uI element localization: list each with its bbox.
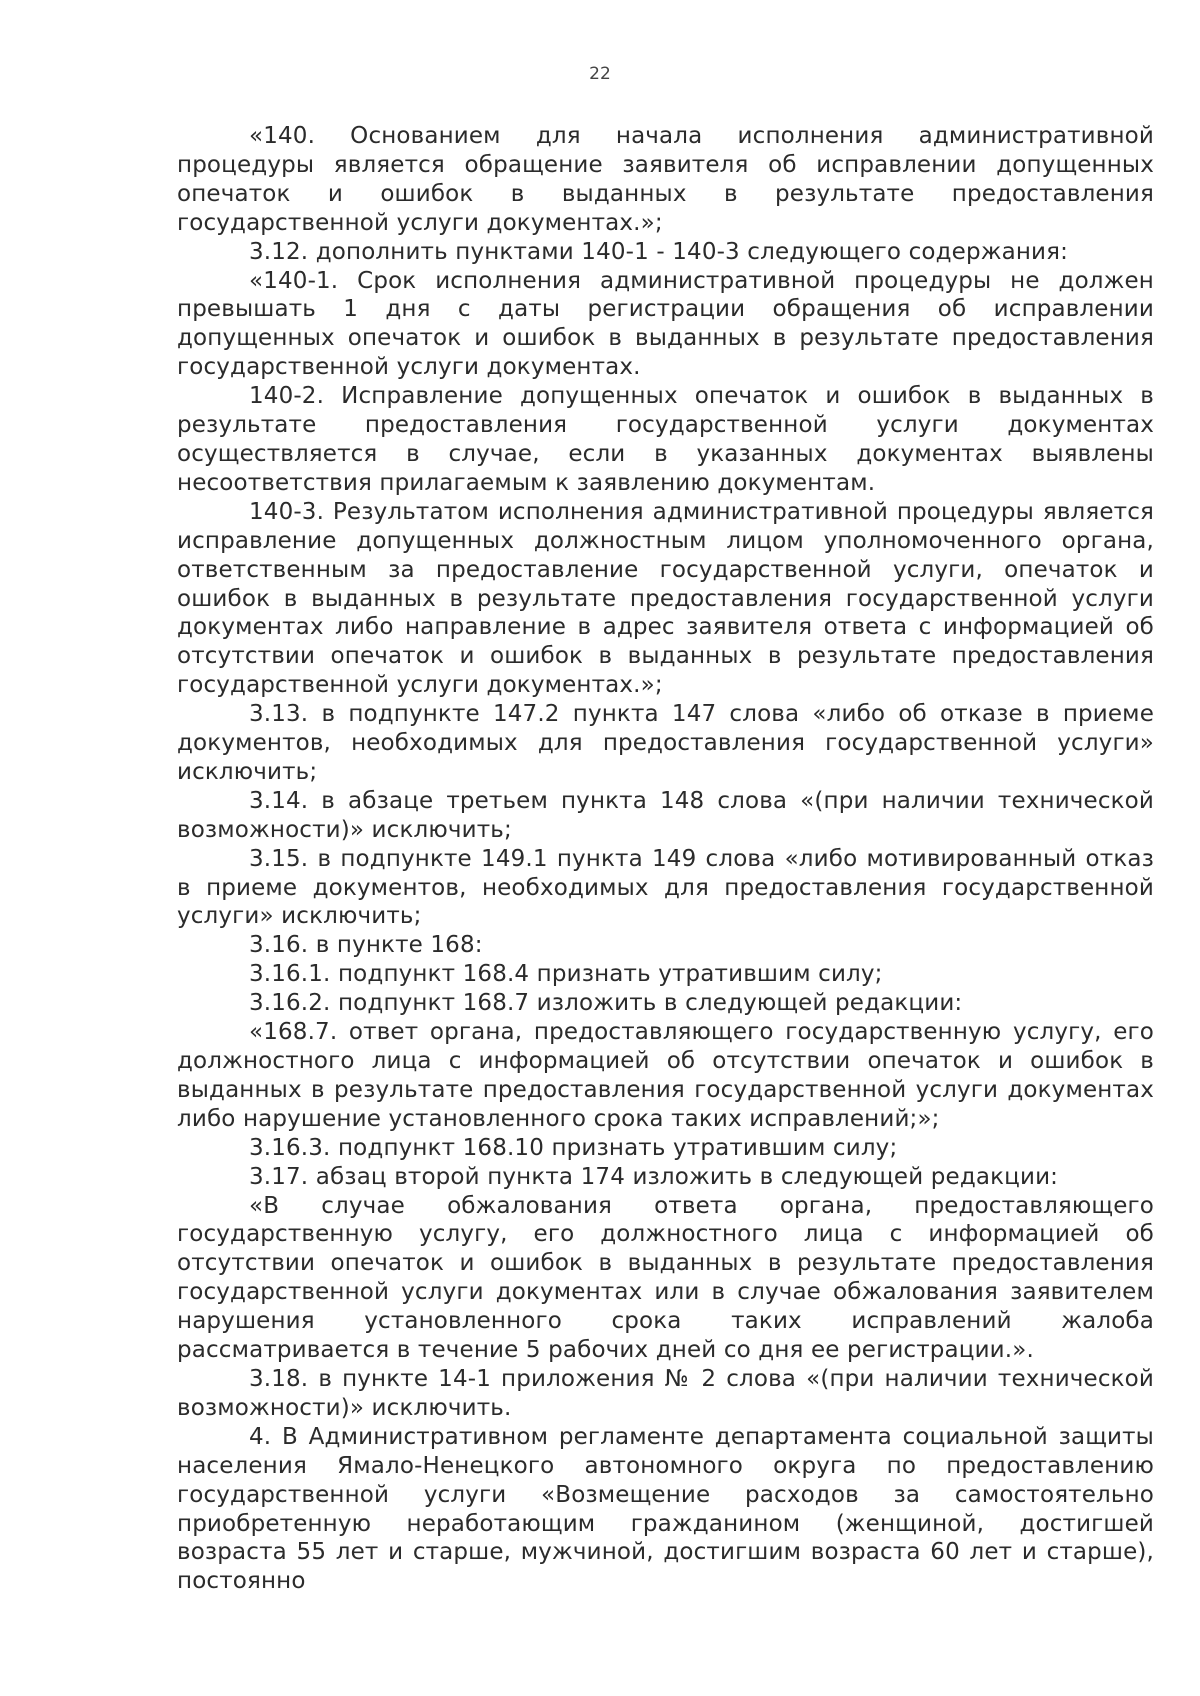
paragraph-3-12: 3.12. дополнить пунктами 140-1 - 140-3 следующего содержания: — [249, 238, 1069, 265]
paragraph-140-3: 140-3. Результатом исполнения административной процедуры является исправление допущенных должностным лицом уполномоченного органа, ответственным за предоставление государственной услуги, опечаток и ошибок в выданных в результате предоставления государственной услуги документах либо направление в адрес заявителя ответа с информацией об отсутствии опечаток и ошибок в выданных в результате предоставления государственной услуги документах.»; — [177, 498, 1154, 699]
paragraph-3-18: 3.18. в пункте 14-1 приложения № 2 слова «(при наличии технической возможности)» исключить. — [177, 1365, 1154, 1421]
paragraph-3-16-2: 3.16.2. подпункт 168.7 изложить в следующей редакции: — [249, 990, 963, 1017]
paragraph-140: «140. Основанием для начала исполнения административной процедуры является обращение заявителя об исправлении допущенных опечаток и ошибок в выданных в результате предоставления государственной услуги документах.»; — [177, 123, 1154, 236]
paragraph-140-2: 140-2. Исправление допущенных опечаток и ошибок в выданных в результате предоставления государственной услуги документах осуществляется в случае, если в указанных документах выявлены несоответствия прилагаемым к заявлению документам. — [177, 383, 1154, 496]
document-body — [177, 122, 1154, 1596]
paragraph-3-15: 3.15. в подпункте 149.1 пункта 149 слова «либо мотивированный отказ в приеме документов, необходимых для предоставления государственной услуги» исключить; — [177, 845, 1154, 930]
paragraph-3-16-1: 3.16.1. подпункт 168.4 признать утратившим силу; — [249, 961, 883, 988]
paragraph-3-17: 3.17. абзац второй пункта 174 изложить в следующей редакции: — [249, 1163, 1059, 1190]
paragraph-140-1: «140-1. Срок исполнения административной процедуры не должен превышать 1 дня с даты регистрации обращения об исправлении допущенных опечаток и ошибок в выданных в результате предоставления государственной услуги документах. — [177, 267, 1154, 381]
paragraph-3-16: 3.16. в пункте 168: — [249, 932, 483, 959]
paragraph-4: 4. В Административном регламенте департамента социальной защиты населения Ямало-Ненецкого автономного округа по предоставлению государственной услуги «Возмещение расходов за самостоятельно приобретенную неработающим гражданином (женщиной, достигшей возраста 55 лет и старше, мужчиной, достигшим возраста 60 лет и старше), постоянно — [177, 1423, 1154, 1595]
paragraph-3-16-3: 3.16.3. подпункт 168.10 признать утратившим силу; — [249, 1134, 898, 1161]
paragraph-3-13: 3.13. в подпункте 147.2 пункта 147 слова «либо об отказе в приеме документов, необходимых для предоставления государственной услуги» исключить; — [177, 701, 1154, 785]
paragraph-174-quote: «В случае обжалования ответа органа, предоставляющего государственную услугу, его должностного лица с информацией об отсутствии опечаток и ошибок в выданных в результате предоставления государственной услуги документах или в случае обжалования заявителем нарушения установленного срока таких исправлений жалоба рассматривается в течение 5 рабочих дней со дня ее регистрации.». — [177, 1192, 1154, 1364]
paragraph-168-7: «168.7. ответ органа, предоставляющего государственную услугу, его должностного лица с информацией об отсутствии опечаток и ошибок в выданных в результате предоставления государственной услуги документах либо нарушение установленного срока таких исправлений;»; — [177, 1019, 1154, 1132]
paragraph-3-14: 3.14. в абзаце третьем пункта 148 слова «(при наличии технической возможности)» исключить; — [177, 787, 1154, 843]
page-number: 22 — [589, 64, 611, 84]
